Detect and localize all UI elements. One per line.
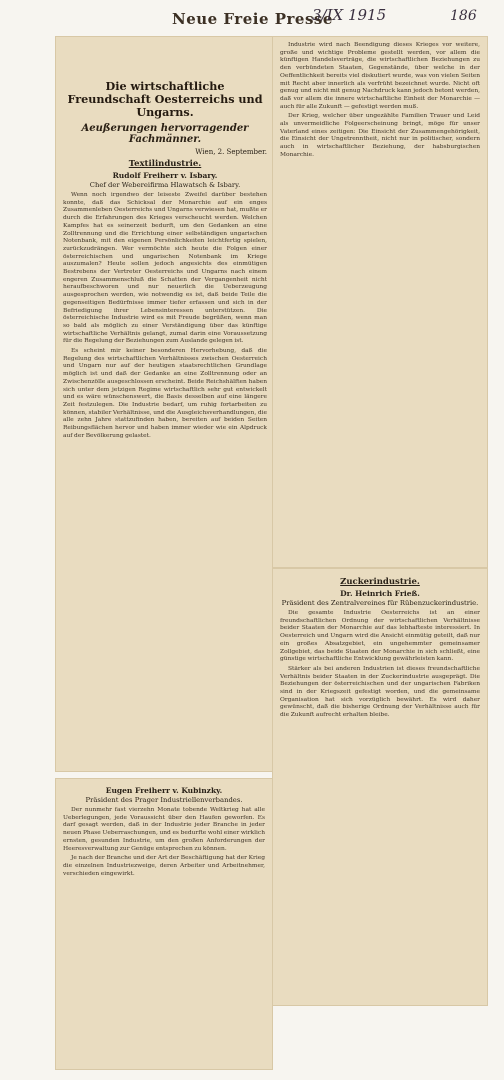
newspaper-name: Neue Freie Presse bbox=[172, 10, 333, 28]
author-friess: Dr. Heinrich Frieß. bbox=[340, 589, 420, 598]
paragraph: Je nach der Branche und der Art der Beschäftigung hat der Krieg die einzelnen Industriezweige, deren Arbeiter und Arbeitnehmer, verschieden eingewirkt. bbox=[63, 855, 265, 877]
section-heading-sugar: Zuckerindustrie. bbox=[340, 577, 420, 587]
paragraph: Wenn noch irgendwo der leiseste Zweifel darüber bestehen konnte, daß das Schicksal der Monarchie auf ein enges Zusammenleben Oesterreichs und Ungarns verwiesen hat, mußte er durch die Erfahrungen des Krieges verscheucht werden. Welchen Kampfes hat es seinerzeit bedurft, um den Gedanken an eine Zolltrennung und die Errichtung einer selbständigen ungarischen Notenbank, mit den eigenen Persönlichkeiten leichtfertig spielen, zurückzudrängen. Wer vermöchte sich heute die Folgen einer österreichischen und ungarischen Notenbank im Kriege auszumalen? Heute sollen jedoch angesichts des einmütigen Bestrebens der Vertreter Oesterreichs und Ungarns nach einem engeren Zusammenschluß die Schatten der Vergangenheit nicht heraufbeschworen und nur neuerlich die Ueberzeugung ausgesprochen werden, wie notwendig es ist, daß beide Teile die gegenseitigen Bedürfnisse immer tiefer erfassen und sich in der Befriedigung ihrer Lebensinteressen unterstützen. Die österreichische Industrie wird es mit Freude begrüßen, wenn man so bald als möglich zu einer Verständigung über das künftige wirtschaftliche Verhältnis gelangt, zumal darin eine Voraussetzung für die Regelung der Beziehungen zum Auslande gelegen ist. bbox=[63, 192, 267, 345]
role-kubinzky: Präsident des Prager Industriellenverbandes. bbox=[85, 796, 243, 804]
role-friess: Präsident des Zentralvereines für Rübenzuckerindustrie. bbox=[281, 599, 479, 607]
paragraph: Industrie wird nach Beendigung dieses Krieges vor weitere, große und wichtige Probleme gestellt werden, vor allem die künftigen Handelsverträge, die wirtschaftlichen Beziehungen zu den verbündeten Staaten, Gegenstände, über welche in der Oeffentlichkeit bereits viel diskutiert wurde, was von vielen Seiten mit Recht aber innerlich als verfrüht bezeichnet wurde. Nicht oft genug und nicht mit genug Nachdruck kann jedoch betont werden, daß vor allem die innere wirtschaftliche Einheit der Monarchie — auch für alle Zukunft — gefestigt werden muß. bbox=[280, 42, 480, 110]
masthead bbox=[120, 6, 500, 34]
author-kubinzky: Eugen Freiherr v. Kubinzky. bbox=[105, 786, 223, 795]
clipping-bottom-left bbox=[55, 778, 273, 1070]
paragraph: Es scheint mir keiner besonderen Hervorhebung, daß die Regelung des wirtschaftlichen Verhältnisses zwischen Oesterreich und Ungarn nur auf der heutigen staatsrechtlichen Grundlage möglich ist und daß der Gedanke an eine Zolltrennung oder an Zwischenzölle ausgeschlossen erscheint. Beide Reichshälften haben sich unter dem jetzigen Regime wirtschaftlich sehr gut entwickelt und es wäre wünschenswert, die Basis desselben auf eine längere Zeit festzulegen. Die Industrie bedarf, um ruhig fortarbeiten zu können, stabiler Verhältnisse, und die Ausgleichsverhandlungen, die alle zehn Jahre stattzufinden haben, bereiten auf beiden Seiten Reibungsflächen hervor und haben immer wieder wie ein Alpdruck auf der Bevölkerung gelastet. bbox=[63, 348, 267, 439]
paragraph: Der Krieg, welcher über ungezählte Familien Trauer und Leid als unvermeidliche Folgeerscheinung bringt, möge für unser Vaterland eines zeitigen: Die Einsicht der Zusammengehörigkeit, die Einsicht der Ungetrenntheit, nicht nur in politischer, sondern auch in wirtschaftlicher Beziehung, der habsburgischen Monarchie. bbox=[280, 113, 480, 158]
handwritten-number: 186 bbox=[450, 8, 477, 24]
paragraph: Die gesamte Industrie Oesterreichs ist an einer freundschaftlichen Ordnung der wirtschaftlichen Verhältnisse beider Staaten der Monarchie auf das lebhafteste interessiert. In Oesterreich und Ungarn wird die Ansicht einmütig geteilt, daß nur ein großes Absatzgebiet, ein ungehemmter gemeinsamer Zollgebiet, das beide Staaten der Monarchie in sich schließt, eine günstige wirtschaftliche Entwicklung gewährleisten kann. bbox=[280, 610, 480, 663]
role-isbary: Chef der Webereifirma Hlawatsch & Isbary. bbox=[89, 181, 241, 189]
article-subtitle: Aeußerungen hervorragender Fachmänner. bbox=[81, 123, 249, 145]
clipping-right-column-top bbox=[272, 36, 488, 568]
clipping-right-column-bottom bbox=[272, 568, 488, 1006]
handwritten-date: 3/IX 1915 bbox=[312, 6, 387, 24]
paragraph: Der nunmehr fast vierzehn Monate tobende Weltkrieg hat alle Ueberlegungen, jede Voraussicht über den Haufen geworfen. Es darf gesagt werden, daß in der Industrie jeder Branche in jeder neuen Phase Ueberraschungen, und es bedurfte wohl einer wirklich ernsten, gesunden Industrie, um den großen Anforderungen der Heeresverwaltung zur Genüge entsprechen zu können. bbox=[63, 807, 265, 852]
paragraph: Stärker als bei anderen Industrien ist dieses freundschaftliche Verhältnis beider Staaten in der Zuckerindustrie ausgeprägt. Die Beziehungen der österreichischen und der ungarischen Fabriken sind in der Kriegszeit gefestigt worden, und die gemeinsame Organisation hat sich vorzüglich bewährt. Es wird daher gewünscht, daß die bisherige Ordnung der Verhältnisse auch für die Zukunft aufrecht erhalten bleibe. bbox=[280, 665, 480, 719]
clipping-left-column bbox=[55, 36, 275, 772]
author-isbary: Rudolf Freiherr v. Isbary. bbox=[112, 171, 218, 180]
article-title: Die wirtschaftliche Freundschaft Oesterreichs und Ungarns. bbox=[67, 79, 263, 119]
article-dateline: Wien, 2. September. bbox=[195, 148, 267, 156]
section-heading-textile: Textilindustrie. bbox=[128, 159, 202, 169]
